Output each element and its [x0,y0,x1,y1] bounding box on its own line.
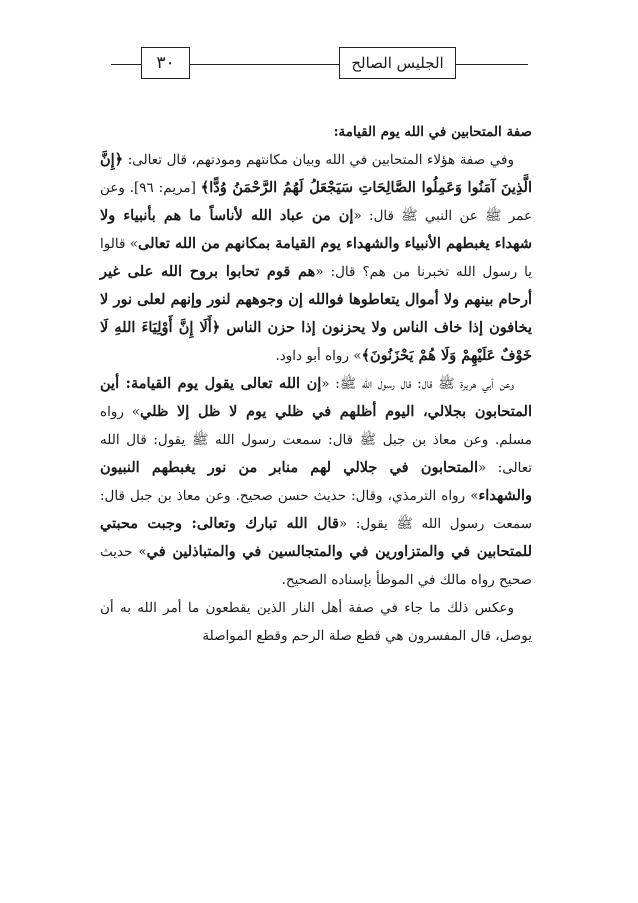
hadith-quote-5: قال الله تبارك وتعالى: وجبت محبتي للمتحابين في والمتزاورين في والمتجالسين في والمتباذلين في [100,515,532,560]
paragraph-1 [100,146,532,370]
hadith-quote-1: إن من عباد الله لأناساً ما هم بأنبياء ولا شهداء يغبطهم الأنبياء والشهداء يوم القيامة بمكانهم من الله تعالى [100,207,532,252]
quran-verse-1: ﴿إِنَّ الَّذِينَ آمَنُوا وَعَمِلُوا الصَّالِحَاتِ سَيَجْعَلُ لَهُمُ الرَّحْمَنُ وُدًّا﴾ [100,151,532,196]
section-heading: صفة المتحابين في الله يوم القيامة: [333,124,532,140]
p1-text-g: » رواه أبو داود. [275,348,362,364]
paragraph-2 [100,370,532,594]
main-text [100,118,532,650]
p1-text-a: وفي صفة هؤلاء المتحابين في الله وبيان مكانتهم ومودتهم، قال تعالى: [123,152,514,168]
header-rule-left [111,64,141,65]
p2-text-e: » رواه الترمذي، وقال: حديث حسن صحيح. وعن معاذ بن جبل قال: سمعت رسول الله ﷺ يقول: « [100,488,533,532]
running-title: الجليس الصالح [339,47,456,79]
p2-text-a: وعن أبي هريرة ﷺ قال: قال رسول الله ﷺ: « [321,376,514,392]
p2-text-g: » حديث صحيح رواه مالك في الموطأ بإسناده الصحيح. [100,544,532,588]
page-number: ٣٠ [141,47,190,79]
header-rule-right [456,64,528,65]
p2-text-c: » رواه مسلم. وعن معاذ بن جبل ﷺ قال: سمعت رسول الله ﷺ يقول: قال الله تعالى: « [100,404,532,476]
header-rule-middle [190,64,339,65]
hadith-quote-2: هم قوم تحابوا بروح الله على غير أرحام بينهم ولا أموال يتعاطوها فوالله إن وجوههم لنور وإنهم لعلى نور لا يخافون إذا خاف الناس ولا يحزنون إذا حزن الناس ﴿أَلَا إِنَّ أَوْلِيَاءَ اللهِ لَا خَوْفٌ عَلَيْهِمْ وَلَا هُمْ يَحْزَنُونَ﴾ [100,263,532,364]
p1-text-c: [مريم: ٩٦]. وعن عمر ﷺ عن النبي ﷺ قال: « [100,180,533,224]
p1-text-e: » قالوا يا رسول الله تخبرنا من هم؟ قال: « [100,236,532,280]
hadith-quote-4: المتحابون في جلالي لهم منابر من نور يغبطهم النبيون والشهداء [100,459,532,504]
paragraph-3: وعكس ذلك ما جاء في صفة أهل النار الذين يقطعون ما أمر الله به أن يوصل، قال المفسرون هي قطع صلة الرحم وقطع المواصلة [100,600,532,644]
hadith-quote-3: إن الله تعالى يقول يوم القيامة: أين المتحابون بجلالي، اليوم أظلهم في ظلي يوم لا ظل إلا ظلي [100,375,532,420]
